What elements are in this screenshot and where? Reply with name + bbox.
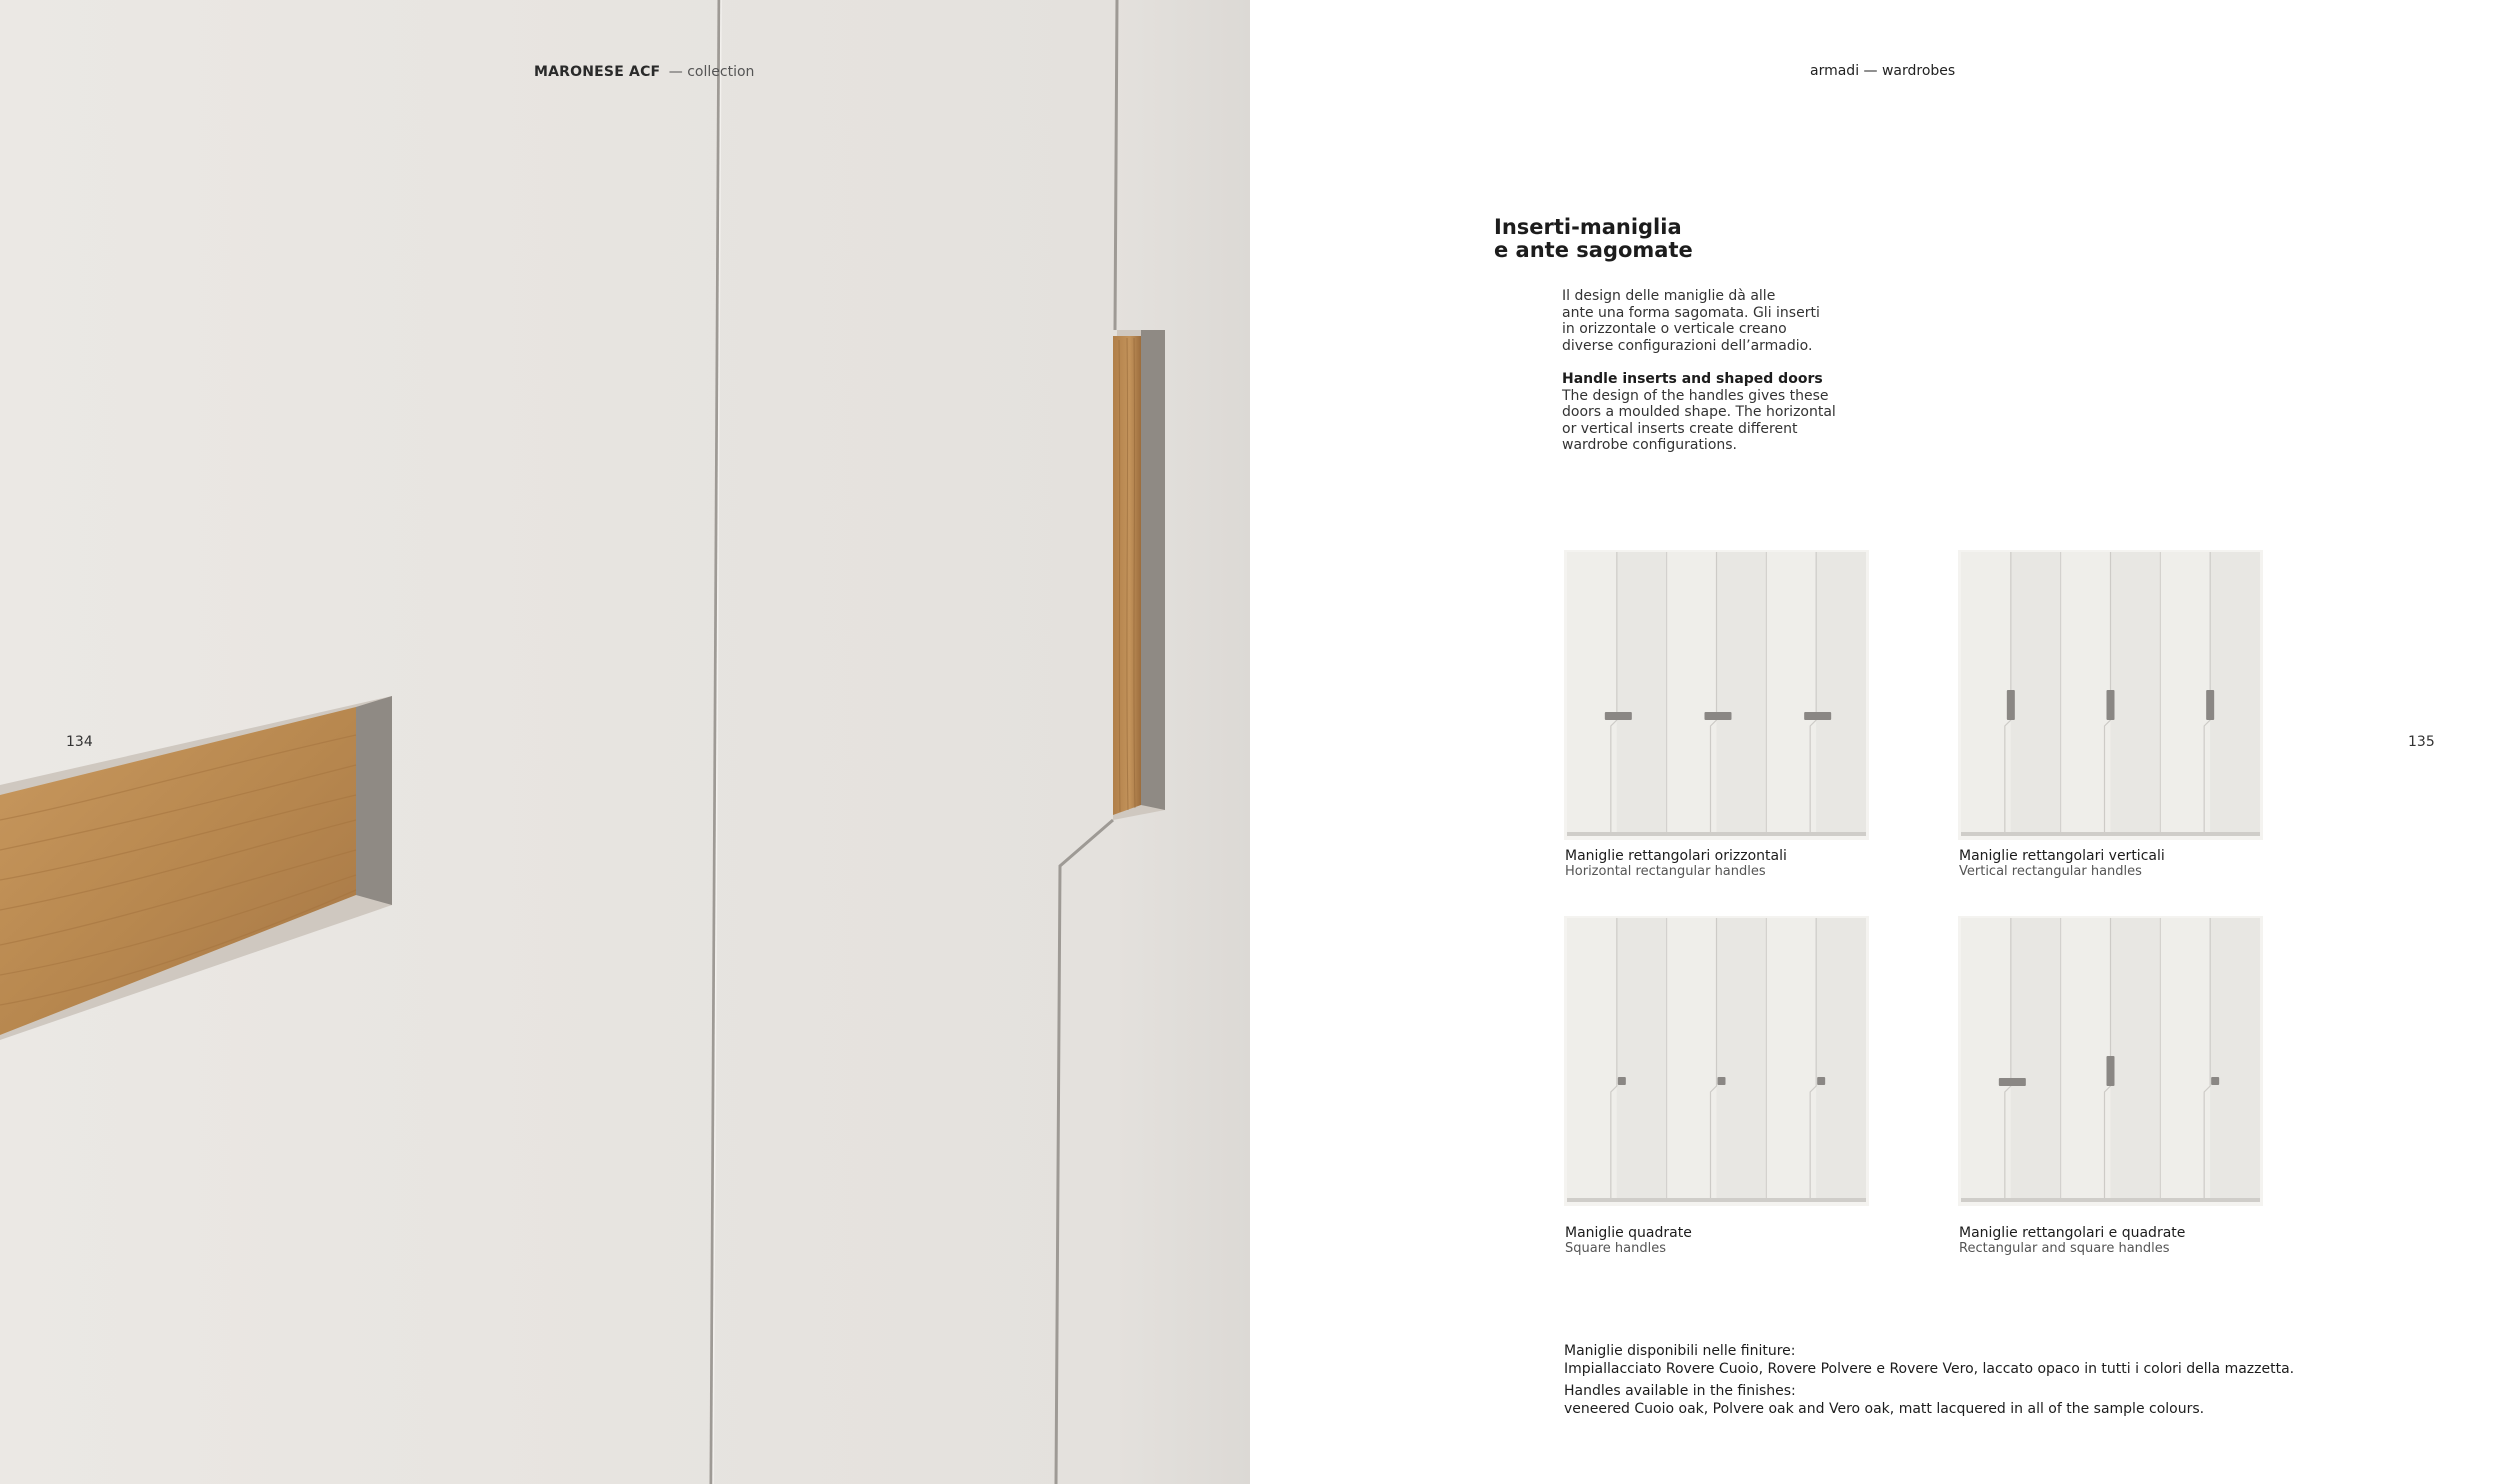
italian-text-line: diverse configurazioni dell’armadio. [1562, 337, 1813, 354]
wardrobe-door [1567, 552, 1617, 832]
handle-square [1618, 1077, 1626, 1085]
wardrobe-door [1717, 918, 1767, 1198]
wardrobe-plinth [1567, 1198, 1866, 1202]
handle-vertical [2206, 690, 2214, 720]
handle-horizontal [1705, 712, 1732, 720]
caption-english: Square handles [1565, 1241, 1666, 1256]
wardrobe-door [2111, 918, 2161, 1198]
finishes-italian-label: Maniglie disponibili nelle finiture: [1564, 1343, 1796, 1359]
english-text-line: The design of the handles gives these [1562, 387, 1829, 404]
wardrobe-door [2160, 918, 2210, 1198]
wardrobe-door [1667, 552, 1717, 832]
handle-horizontal [1999, 1078, 2026, 1086]
finishes-note [1564, 1342, 2294, 1423]
wardrobe-door [1816, 552, 1866, 832]
english-text-line: wardrobe configurations. [1562, 437, 1737, 453]
section-header: armadi — wardrobes [1810, 63, 1956, 79]
wardrobe-door [2061, 918, 2111, 1198]
caption-mixed-handles [1959, 1225, 2185, 1257]
wardrobe-square-handles-image [1564, 916, 1869, 1206]
wardrobe-door [1567, 918, 1617, 1198]
wardrobe-door [1961, 918, 2011, 1198]
wardrobe-door [2160, 552, 2210, 832]
wardrobe-door [2011, 552, 2061, 832]
title-line-1: Inserti-maniglia [1494, 215, 1682, 239]
finishes-english-text: veneered Cuoio oak, Polvere oak and Vero oak, matt lacquered in all of the sample colours. [1564, 1401, 2205, 1417]
wardrobe-plinth [1961, 1198, 2260, 1202]
caption-english: Rectangular and square handles [1959, 1241, 2170, 1256]
finishes-english [1564, 1382, 2294, 1418]
finishes-italian-text: Impiallacciato Rovere Cuoio, Rovere Polvere e Rovere Vero, laccato opaco in tutti i colori della mazzetta. [1564, 1361, 2295, 1377]
handle-horizontal [1804, 712, 1831, 720]
english-subtitle: Handle inserts and shaped doors [1562, 371, 1823, 387]
caption-italian: Maniglie rettangolari verticali [1959, 848, 2165, 864]
wardrobe-door [2210, 552, 2260, 832]
right-page [1250, 0, 2500, 1484]
finishes-italian [1564, 1342, 2294, 1378]
caption-italian: Maniglie quadrate [1565, 1225, 1692, 1241]
collection-label: — collection [668, 64, 755, 80]
english-text-line: or vertical inserts create different [1562, 420, 1798, 437]
handle-vertical [2007, 690, 2015, 720]
finishes-english-label: Handles available in the finishes: [1564, 1383, 1796, 1399]
italian-text-line: Il design delle maniglie dà alle [1562, 288, 1776, 304]
handle-horizontal [1605, 712, 1632, 720]
caption-square-handles [1565, 1225, 1692, 1257]
wardrobe-mixed-handles-image [1958, 916, 2263, 1206]
wardrobe-door [2111, 552, 2161, 832]
wardrobe-plinth [1567, 832, 1866, 836]
caption-vertical-handles [1959, 848, 2165, 880]
wardrobe-door [1717, 552, 1767, 832]
page-number-right: 135 [2408, 734, 2435, 750]
collection-header [534, 64, 754, 80]
handle-square [1718, 1077, 1726, 1085]
wardrobe-door [1617, 552, 1667, 832]
caption-italian: Maniglie rettangolari e quadrate [1959, 1225, 2186, 1241]
caption-english: Vertical rectangular handles [1959, 864, 2142, 879]
handle-vertical [2107, 1056, 2115, 1086]
wardrobe-door [1667, 918, 1717, 1198]
english-text-line: doors a moulded shape. The horizontal [1562, 404, 1836, 420]
wardrobe-vertical-handles-image [1958, 550, 2263, 840]
wardrobe-door [1816, 918, 1866, 1198]
wardrobe-door [2061, 552, 2111, 832]
caption-horizontal-handles [1565, 848, 1787, 880]
wardrobe-door [1617, 918, 1667, 1198]
caption-italian: Maniglie rettangolari orizzontali [1565, 848, 1787, 864]
italian-text-line: ante una forma sagomata. Gli inserti [1562, 304, 1820, 321]
title-line-2: e ante sagomate [1494, 238, 1693, 262]
wardrobe-door [1766, 552, 1816, 832]
wardrobe-horizontal-handles-image [1564, 550, 1869, 840]
wardrobe-door [1961, 552, 2011, 832]
italian-text-line: in orizzontale o verticale creano [1562, 321, 1787, 337]
wardrobe-door [2011, 918, 2061, 1198]
page-title [1494, 216, 1693, 262]
wardrobe-plinth [1961, 832, 2260, 836]
handle-square [2211, 1077, 2219, 1085]
wardrobe-door [2210, 918, 2260, 1198]
handle-square [1817, 1077, 1825, 1085]
intro-text [1562, 288, 1852, 454]
caption-english: Horizontal rectangular handles [1565, 864, 1766, 879]
wardrobe-door [1766, 918, 1816, 1198]
handle-vertical [2107, 690, 2115, 720]
page-number-left: 134 [66, 734, 93, 750]
brand-name: MARONESE ACF [534, 64, 661, 80]
